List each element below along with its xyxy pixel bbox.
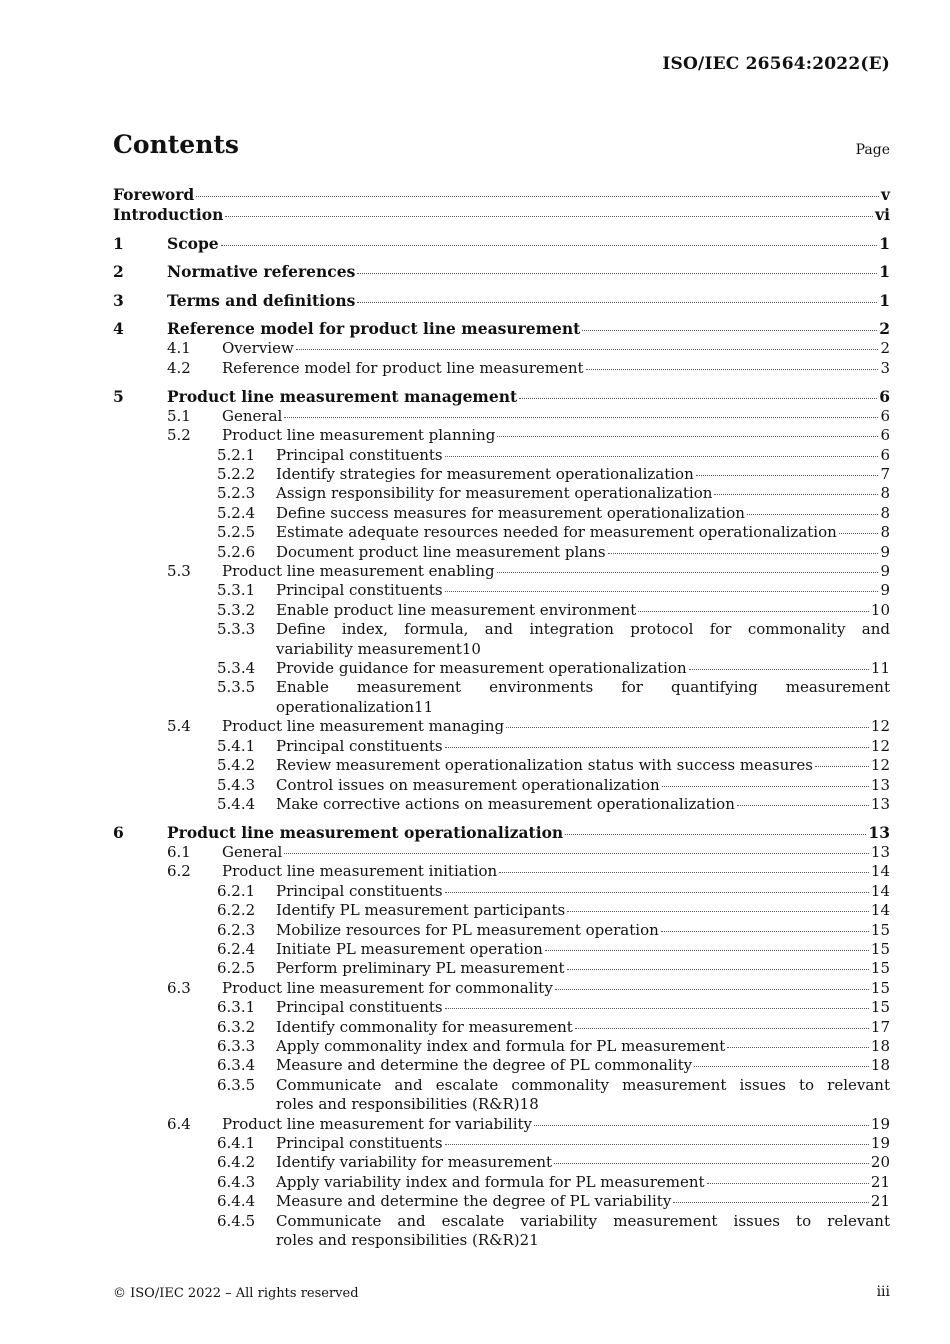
toc-entry-title: Define index, formula, and integration protocol for commonality and (276, 620, 890, 639)
toc-entry-page: 1 (879, 290, 890, 310)
toc-entry[interactable] (113, 504, 890, 523)
toc-entry-title: Identify commonality for measurement (276, 1017, 573, 1036)
dot-leader (673, 1202, 869, 1203)
toc-entry-title-continued: roles and responsibilities (R&R) (276, 1231, 520, 1250)
dot-leader (565, 834, 866, 835)
toc-entry-page: 14 (870, 862, 890, 881)
toc-entry-page: vi (875, 205, 890, 224)
toc-entry-number: 5.2.2 (217, 465, 256, 483)
toc-entry[interactable] (113, 1134, 890, 1153)
toc-entry-title: Identify variability for measurement (276, 1153, 553, 1172)
toc-entry[interactable] (113, 1018, 890, 1037)
toc-entry-title-continued: operationalization (276, 697, 415, 716)
toc-entry-number: 6.3.5 (217, 1075, 256, 1094)
dot-leader (196, 196, 879, 197)
toc-entry-page: 6 (880, 445, 890, 464)
toc-entry[interactable] (113, 234, 890, 254)
toc-entry-page: 1 (879, 233, 890, 253)
toc-entry-number: 5.3.2 (217, 600, 256, 619)
toc-entry-number: 5.4 (167, 717, 191, 736)
dot-leader (357, 273, 877, 274)
toc-entry-page: 18 (519, 1095, 539, 1114)
toc-entry-number: 6.4.5 (217, 1211, 256, 1230)
toc-entry-page: 13 (868, 822, 890, 842)
toc-entry[interactable] (113, 823, 890, 843)
toc-entry[interactable] (113, 185, 890, 205)
toc-entry[interactable] (113, 717, 890, 736)
toc-entry[interactable] (113, 359, 890, 378)
dot-leader (506, 727, 869, 728)
toc-entry-title: Principal constituents (276, 581, 443, 600)
toc-entry-title: Measure and determine the degree of PL variability (276, 1192, 672, 1211)
toc-entry-number: 6.4.1 (217, 1134, 256, 1152)
toc-entry-page: 14 (870, 901, 890, 920)
toc-entry-title: Product line measurement managing (222, 717, 505, 736)
dot-leader (567, 911, 869, 912)
toc-entry-page: 18 (870, 1036, 890, 1055)
toc-entry-number: 6.1 (167, 842, 191, 861)
dot-leader (689, 669, 869, 670)
dot-leader (714, 494, 878, 495)
toc-entry[interactable] (113, 339, 890, 358)
dot-leader (638, 611, 869, 612)
toc-entry-title: Define success measures for measurement operationalization (276, 503, 745, 522)
toc-entry-page: 15 (870, 998, 890, 1017)
toc-entry[interactable] (113, 205, 890, 225)
toc-entry-page: 19 (870, 1134, 890, 1152)
toc-entry[interactable] (113, 407, 890, 426)
toc-entry-page: 17 (870, 1017, 890, 1036)
toc-entry-page: 13 (870, 794, 890, 813)
dot-leader (221, 245, 878, 246)
dot-leader (445, 1008, 869, 1009)
toc-entry-page: 21 (870, 1172, 890, 1191)
toc-entry-title: Perform preliminary PL measurement (276, 959, 565, 978)
dot-leader (445, 591, 879, 592)
toc-entry-number: 2 (113, 262, 124, 282)
dot-leader (737, 805, 869, 806)
toc-entry[interactable] (113, 1076, 890, 1115)
dot-leader (225, 216, 873, 217)
toc-entry-page: 20 (870, 1153, 890, 1172)
toc-entry-page: 11 (870, 659, 890, 678)
toc-entry-page: 1 (879, 262, 890, 282)
toc-entry[interactable] (113, 862, 890, 881)
toc-entry[interactable] (113, 678, 890, 717)
toc-entry-title: Normative references (167, 262, 356, 282)
dot-leader (696, 475, 879, 476)
toc-entry-title: Document product line measurement plans (276, 542, 606, 561)
toc-entry[interactable] (113, 1173, 890, 1192)
toc-entry-title: Apply variability index and formula for PL measurement (276, 1172, 705, 1191)
toc-entry-page: 10 (870, 600, 890, 619)
toc-entry[interactable] (113, 1115, 890, 1134)
toc-entry[interactable] (113, 659, 890, 678)
toc-entry-title: Product line measurement initiation (222, 862, 498, 881)
toc-entry[interactable] (113, 756, 890, 775)
toc-entry[interactable] (113, 523, 890, 542)
toc-entry-title: General (222, 842, 283, 861)
toc-entry-title: General (222, 406, 283, 425)
toc-entry[interactable] (113, 601, 890, 620)
toc-entry-number: 6.4 (167, 1114, 191, 1133)
toc-entry-title: Scope (167, 233, 219, 253)
toc-entry[interactable] (113, 1153, 890, 1172)
toc-entry-number: 6.2 (167, 862, 191, 881)
dot-leader (661, 931, 869, 932)
toc-entry-page: 8 (880, 523, 890, 542)
toc-entry-page: 10 (461, 639, 481, 658)
toc-entry-title: Estimate adequate resources needed for measurement operationalization (276, 523, 837, 542)
toc-entry-number: 5.2.1 (217, 445, 256, 464)
toc-entry-page: v (880, 185, 890, 204)
toc-entry-number: 5.4.2 (217, 756, 256, 775)
dot-leader (534, 1125, 869, 1126)
toc-entry-number: 5 (113, 386, 124, 406)
toc-entry-number: 5.4.1 (217, 736, 256, 755)
dot-leader (555, 989, 869, 990)
toc-entry-title: Make corrective actions on measurement operationalization (276, 794, 735, 813)
toc-entry[interactable] (113, 426, 890, 445)
toc-entry-page: 9 (880, 562, 890, 581)
toc-entry-number: 3 (113, 290, 124, 310)
toc-entry-page: 12 (870, 756, 890, 775)
toc-entry-page: 15 (870, 920, 890, 939)
dot-leader (296, 349, 879, 350)
toc-entry-page: 11 (414, 697, 434, 716)
toc-entry-title: Apply commonality index and formula for PL measurement (276, 1036, 726, 1055)
toc-entry-number: 6.2.5 (217, 959, 256, 978)
toc-entry-page: 9 (880, 581, 890, 600)
toc-entry[interactable] (113, 959, 890, 978)
toc-entry-page: 2 (880, 339, 890, 358)
toc-entry-title: Provide guidance for measurement operationalization (276, 659, 687, 678)
dot-leader (445, 1144, 869, 1145)
toc-entry-number: 6.3.3 (217, 1036, 256, 1055)
toc-entry-number: 5.1 (167, 406, 191, 425)
toc-entry[interactable] (113, 901, 890, 920)
dot-leader (586, 369, 879, 370)
toc-entry-number: 5.4.4 (217, 794, 256, 813)
dot-leader (519, 398, 877, 399)
toc-entry-number: 5.2.6 (217, 542, 256, 561)
toc-entry-title: Product line measurement management (167, 386, 518, 406)
toc-entry[interactable] (113, 737, 890, 756)
toc-entry-page: 8 (880, 484, 890, 503)
toc-entry-page: 21 (870, 1192, 890, 1211)
toc-entry[interactable] (113, 562, 890, 581)
toc-entry-title-continued: roles and responsibilities (R&R) (276, 1095, 520, 1114)
toc-entry[interactable] (113, 387, 890, 407)
toc-entry[interactable] (113, 319, 890, 339)
toc-entry[interactable] (113, 979, 890, 998)
dot-leader (727, 1047, 869, 1048)
toc-entry-title: Mobilize resources for PL measurement operation (276, 920, 659, 939)
toc-entry-title: Identify strategies for measurement operationalization (276, 465, 694, 483)
toc-entry[interactable] (113, 543, 890, 562)
toc-entry-title: Product line measurement enabling (222, 562, 495, 581)
toc-entry-number: 5.3 (167, 562, 191, 581)
toc-entry-number: 5.2.3 (217, 484, 256, 503)
toc-entry-number: 1 (113, 233, 124, 253)
toc-entry-number: 5.3.1 (217, 581, 256, 600)
toc-entry[interactable] (113, 1037, 890, 1056)
toc-entry-title: Control issues on measurement operationalization (276, 775, 660, 794)
toc-entry-page: 2 (879, 319, 890, 339)
dot-leader (497, 572, 879, 573)
toc-entry-title: Measure and determine the degree of PL commonality (276, 1056, 693, 1075)
standard-id: ISO/IEC 26564:2022(E) (662, 54, 890, 74)
toc-entry[interactable] (113, 843, 890, 862)
toc-entry-title: Product line measurement planning (222, 426, 496, 445)
footer-copyright: © ISO/IEC 2022 – All rights reserved (113, 1286, 359, 1301)
dot-leader (575, 1028, 869, 1029)
toc-entry-page: 6 (880, 426, 890, 445)
dot-leader (284, 853, 869, 854)
toc-entry-page: 6 (880, 406, 890, 425)
toc-entry-number: 5.3.4 (217, 659, 256, 678)
toc-entry-number: 6.4.4 (217, 1192, 256, 1211)
toc-entry[interactable] (113, 465, 890, 484)
toc-entry-number: 4 (113, 319, 124, 339)
toc-entry[interactable] (113, 795, 890, 814)
toc-entry-page: 6 (879, 386, 890, 406)
table-of-contents (113, 185, 890, 1250)
toc-entry[interactable] (113, 998, 890, 1017)
toc-entry[interactable] (113, 1192, 890, 1211)
toc-entry-title: Communicate and escalate commonality measurement issues to relevant (276, 1075, 890, 1094)
footer-page-number: iii (876, 1284, 890, 1300)
toc-entry-title: Terms and definitions (167, 290, 356, 310)
toc-entry-number: 6.2.1 (217, 881, 256, 900)
toc-entry[interactable] (113, 882, 890, 901)
dot-leader (499, 872, 869, 873)
toc-entry-page: 21 (519, 1231, 539, 1250)
dot-leader (747, 514, 879, 515)
toc-entry[interactable] (113, 291, 890, 311)
toc-entry-number: 4.1 (167, 339, 191, 358)
toc-entry-title-continued: variability measurement (276, 639, 462, 658)
dot-leader (694, 1066, 869, 1067)
toc-entry-page: 14 (870, 881, 890, 900)
toc-entry-title: Principal constituents (276, 1134, 443, 1152)
toc-entry-page: 8 (880, 503, 890, 522)
toc-entry[interactable] (113, 1056, 890, 1075)
toc-entry[interactable] (113, 940, 890, 959)
toc-entry-page: 12 (870, 736, 890, 755)
toc-entry-page: 9 (880, 542, 890, 561)
toc-entry-page: 15 (870, 978, 890, 997)
toc-entry-number: 6 (113, 822, 124, 842)
toc-entry-number: 6.3.1 (217, 998, 256, 1017)
toc-entry-title: Principal constituents (276, 445, 443, 464)
toc-entry-title: Identify PL measurement participants (276, 901, 566, 920)
toc-entry-title: Foreword (113, 185, 195, 204)
dot-leader (545, 950, 869, 951)
toc-entry-title: Product line measurement for variability (222, 1114, 533, 1133)
dot-leader (445, 892, 869, 893)
toc-entry-title: Principal constituents (276, 998, 443, 1017)
toc-entry-number: 6.2.4 (217, 939, 256, 958)
dot-leader (284, 417, 878, 418)
dot-leader (445, 747, 869, 748)
toc-entry-page: 3 (880, 358, 890, 377)
toc-entry-page: 7 (880, 465, 890, 483)
dot-leader (445, 456, 879, 457)
toc-entry-title: Enable product line measurement environment (276, 600, 637, 619)
toc-entry-title: Product line measurement operationalization (167, 822, 564, 842)
toc-entry-number: 4.2 (167, 358, 191, 377)
toc-entry-page: 15 (870, 959, 890, 978)
toc-entry-title: Review measurement operationalization status with success measures (276, 756, 814, 775)
dot-leader (567, 969, 869, 970)
toc-entry-number: 5.3.5 (217, 678, 256, 697)
dot-leader (662, 786, 869, 787)
toc-entry-number: 6.3 (167, 978, 191, 997)
dot-leader (815, 766, 869, 767)
toc-entry-page: 18 (870, 1056, 890, 1075)
toc-entry-number: 5.2.5 (217, 523, 256, 542)
toc-entry-number: 5.4.3 (217, 775, 256, 794)
toc-entry-page: 13 (870, 842, 890, 861)
toc-entry-title: Product line measurement for commonality (222, 978, 553, 997)
toc-entry-number: 6.4.2 (217, 1153, 256, 1172)
toc-entry-title: Overview (222, 339, 294, 358)
toc-entry-number: 5.3.3 (217, 620, 256, 639)
toc-entry[interactable] (113, 620, 890, 659)
toc-entry[interactable] (113, 484, 890, 503)
toc-entry-number: 5.2 (167, 426, 191, 445)
toc-entry-title: Reference model for product line measurement (222, 358, 584, 377)
toc-entry-number: 6.2.3 (217, 920, 256, 939)
toc-entry-page: 15 (870, 939, 890, 958)
toc-entry-number: 5.2.4 (217, 503, 256, 522)
toc-entry[interactable] (113, 262, 890, 282)
dot-leader (357, 302, 877, 303)
toc-entry-title: Assign responsibility for measurement operationalization (276, 484, 713, 503)
toc-entry-title: Initiate PL measurement operation (276, 939, 543, 958)
toc-entry[interactable] (113, 1212, 890, 1251)
toc-entry-page: 12 (870, 717, 890, 736)
toc-entry-title: Communicate and escalate variability measurement issues to relevant (276, 1211, 890, 1230)
toc-entry-page: 13 (870, 775, 890, 794)
dot-leader (554, 1163, 869, 1164)
dot-leader (839, 533, 879, 534)
toc-entry-title: Principal constituents (276, 881, 443, 900)
toc-entry[interactable] (113, 776, 890, 795)
toc-entry-title: Principal constituents (276, 736, 443, 755)
toc-entry-page: 19 (870, 1114, 890, 1133)
toc-entry[interactable] (113, 581, 890, 600)
toc-entry-title: Introduction (113, 205, 224, 224)
toc-entry-title: Reference model for product line measurement (167, 319, 581, 339)
toc-entry[interactable] (113, 921, 890, 940)
dot-leader (608, 553, 879, 554)
dot-leader (582, 330, 877, 331)
dot-leader (497, 436, 878, 437)
dot-leader (707, 1183, 869, 1184)
toc-entry-number: 6.3.4 (217, 1056, 256, 1075)
toc-entry-number: 6.4.3 (217, 1172, 256, 1191)
toc-entry-number: 6.3.2 (217, 1017, 256, 1036)
toc-entry-number: 6.2.2 (217, 901, 256, 920)
toc-entry[interactable] (113, 446, 890, 465)
page-column-label: Page (855, 142, 890, 158)
page-title: Contents (113, 130, 240, 159)
toc-entry-title: Enable measurement environments for quantifying measurement (276, 678, 890, 697)
